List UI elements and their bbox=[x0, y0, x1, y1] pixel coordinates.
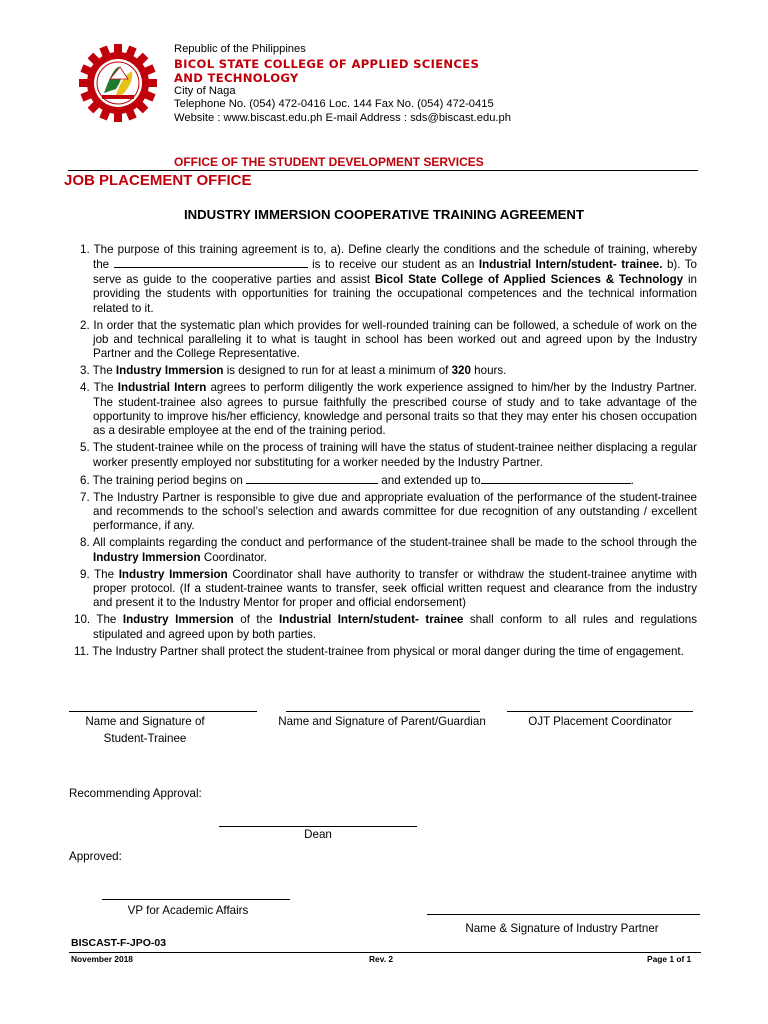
dean-label: Dean bbox=[304, 828, 332, 841]
institution-name-line2: AND TECHNOLOGY bbox=[174, 70, 299, 85]
clause-4: 4. The Industrial Intern agrees to perform diligently the work experience assigned to him/her by the Industry Partner. The student-trainee also agrees to pursue faithfully the prescribed course of study and to take advantage of the opportunity to improve his/her efficiency, knowledge and personal traits so that they may enter his chosen occupation as a desirable employee at the end of the training period. bbox=[80, 381, 697, 438]
office-underline bbox=[68, 170, 698, 171]
document-title: INDUSTRY IMMERSION COOPERATIVE TRAINING AGREEMENT bbox=[183, 207, 585, 222]
recommending-approval-label: Recommending Approval: bbox=[69, 787, 202, 800]
student-signature-label: Name and Signature of Student-Trainee bbox=[85, 715, 205, 745]
clause-6: 6. The training period begins on and extended up to . bbox=[80, 473, 634, 487]
city-line: City of Naga bbox=[174, 84, 236, 97]
footer-revision: Rev. 2 bbox=[369, 954, 394, 964]
industry-partner-signature-line[interactable] bbox=[427, 914, 700, 915]
unit-name: JOB PLACEMENT OFFICE bbox=[64, 172, 252, 189]
contact-line: Telephone No. (054) 472-0416 Loc. 144 Fax No. (054) 472-0415 bbox=[174, 98, 494, 110]
form-code: BISCAST-F-JPO-03 bbox=[71, 937, 167, 949]
student-signature-line[interactable] bbox=[69, 711, 257, 712]
vp-label: VP for Academic Affairs bbox=[127, 904, 249, 917]
parent-signature-label: Name and Signature of Parent/Guardian bbox=[278, 715, 486, 728]
clause-10: 10. The Industry Immersion of the Industrial Intern/student- trainee shall conform to all rules and regulations stipulated and agreed upon by both parties. bbox=[74, 613, 698, 641]
parent-signature-line[interactable] bbox=[286, 711, 480, 712]
country-line: Republic of the Philippines bbox=[174, 43, 306, 55]
coordinator-signature-label: OJT Placement Coordinator bbox=[528, 715, 672, 728]
clause-8: 8. All complaints regarding the conduct and performance of the student-trainee shall be made to the school through the Industry Immersion Coordinator. bbox=[80, 536, 697, 564]
clause-2: 2. In order that the systematic plan which provides for well-rounded training can be followed, a schedule of work on the job and technical paralleling it to what is taught in school has been worked out and agreed upon by the Industry Partner and the College Representative. bbox=[80, 318, 697, 361]
letterhead bbox=[174, 43, 511, 125]
industry-partner-blank[interactable] bbox=[114, 257, 308, 268]
footer-rule bbox=[69, 952, 701, 953]
college-seal-logo bbox=[76, 44, 160, 122]
web-line: Website : www.biscast.edu.ph E-mail Address : sds@biscast.edu.ph bbox=[174, 111, 511, 124]
start-date-blank[interactable] bbox=[246, 473, 378, 484]
vp-signature-line[interactable] bbox=[102, 899, 290, 900]
approved-label: Approved: bbox=[69, 850, 122, 863]
end-date-blank[interactable] bbox=[481, 473, 631, 484]
clause-3: 3. The Industry Immersion is designed to run for at least a minimum of 320 hours. bbox=[80, 364, 507, 378]
footer-page: Page 1 of 1 bbox=[647, 954, 692, 964]
office-name: OFFICE OF THE STUDENT DEVELOPMENT SERVICES bbox=[174, 155, 484, 169]
clause-9: 9. The Industry Immersion Coordinator shall have authority to transfer or withdraw the student-trainee anytime with proper protocol. (If a student-trainee wants to transfer, seek official written request and clearance from the industry and present it to the Industry Mentor for proper and official endorsement) bbox=[80, 567, 697, 610]
clause-5: 5. The student-trainee while on the process of training will have the status of student-trainee neither displacing a regular worker presently employed nor substituting for a worker needed by the Industry Partner. bbox=[80, 441, 697, 469]
clause-11: 11. The Industry Partner shall protect the student-trainee from physical or moral danger during the time of engagement. bbox=[74, 644, 684, 658]
industry-partner-label: Name & Signature of Industry Partner bbox=[465, 922, 659, 935]
coordinator-signature-line[interactable] bbox=[507, 711, 693, 712]
agreement-clauses bbox=[69, 243, 697, 661]
institution-name-line1: BICOL STATE COLLEGE OF APPLIED SCIENCES bbox=[174, 56, 480, 71]
footer-date: November 2018 bbox=[71, 954, 133, 964]
clause-1: 1. The purpose of this training agreement is to, a). Define clearly the conditions and the schedule of training, whereby the is to receive our student as an Industrial Intern/student- trainee. b). To serve as guide to the cooperative parties and assist Bicol State College of Applied Sciences & Technology in providing the students with opportunities for training the occupational competences and the technical information related to it. bbox=[80, 243, 697, 315]
clause-7: 7. The Industry Partner is responsible to give due and appropriate evaluation of the performance of the student-trainee and recommends to the school’s selection and awards committee for due recognition of any outstanding / excellent performance, if any. bbox=[80, 490, 697, 533]
